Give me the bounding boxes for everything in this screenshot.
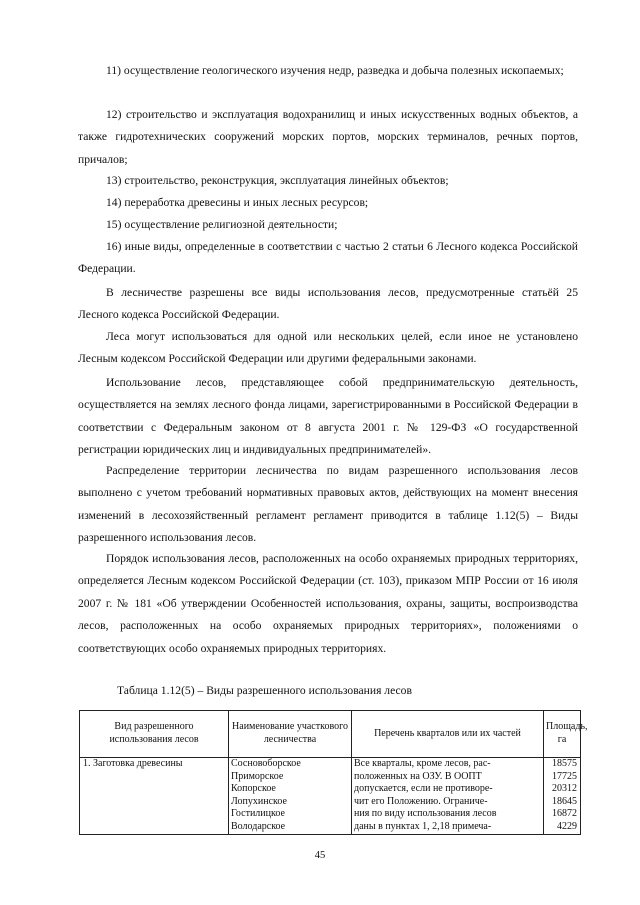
cell-quarters [352, 758, 544, 835]
paragraph: 13) строительство, реконструкция, эксплуатация линейных объектов; [106, 174, 449, 187]
paragraph: 16) иные виды, определенные в соответствии с частью 2 статьи 6 Лесного кодекса Российской Федерации. [78, 240, 578, 276]
quarters-line: даны в пунктах 1, 2,18 примеча- [354, 820, 492, 832]
quarters-line: ния по виду использования лесов [354, 808, 497, 820]
cell-use-type [80, 758, 229, 835]
forestry-name: Сосновоборское [231, 758, 301, 769]
table-caption: Таблица 1.12(5) – Виды разрешенного использования лесов [117, 684, 412, 697]
forestry-name: Приморское [231, 770, 284, 782]
area-value: 16872 [552, 808, 577, 820]
use-type-text: 1. Заготовка древесины [83, 758, 183, 769]
quarters-line: допускается, если не противоре- [354, 783, 493, 795]
paragraph: Леса могут использоваться для одной или нескольких целей, если иное не установлено Лесным кодексом Российской Федерации или другими федеральными законами. [78, 330, 578, 366]
paragraph: Распределение территории лесничества по видам разрешенного использования лесов выполнено с учетом требований нормативных правовых актов, действующих на момент внесения изменений в лесохозяйственный регламент регламент приводится в таблице 1.12(5) – Виды разрешенного использования лесов. [78, 464, 578, 545]
header-quarters: Перечень кварталов или их частей [352, 711, 544, 758]
area-value: 20312 [552, 783, 577, 795]
header-forestry: Наименование участкового лесничества [229, 711, 352, 758]
header-use-type: Вид разрешенного использования лесов [80, 711, 229, 758]
paragraph: Порядок использования лесов, расположенных на особо охраняемых природных территориях, определяется Лесным кодексом Российской Федерации (ст. 103), приказом МПР России от 16 июля 2007 г. № 181 «Об утверждении Особенностей использования, охраны, защиты, воспроизводства лесов, расположенных на особо охраняемых природных территориях», положениями о соответствующих особо охраняемых природных территориях. [78, 552, 578, 655]
forestry-name: Гостилицкое [231, 808, 285, 820]
forestry-name: Копорское [231, 783, 276, 795]
paragraph: В лесничестве разрешены все виды использования лесов, предусмотренные статьёй 25 Лесного кодекса Российской Федерации. [78, 286, 578, 322]
area-value: 17725 [552, 770, 577, 782]
paragraph: 11) осуществление геологического изучения недр, разведка и добыча полезных ископаемых; [106, 64, 564, 77]
cell-forestries [229, 758, 352, 835]
forestry-name: Володарское [231, 820, 286, 832]
area-value: 18575 [552, 758, 577, 769]
table-row [80, 758, 581, 835]
forestry-name: Лопухинское [231, 795, 287, 807]
paragraph: 12) строительство и эксплуатация водохранилищ и иных искусственных водных объектов, а также гидротехнических сооружений морских портов, морских терминалов, речных портов, причалов; [78, 108, 578, 166]
paragraph: 14) переработка древесины и иных лесных ресурсов; [106, 196, 369, 209]
paragraph: Использование лесов, представляющее собой предпринимательскую деятельность, осуществляется на землях лесного фонда лицами, зарегистрированными в Российской Федерации в соответствии с Федеральным законом от 8 августа 2001 г. № 129-ФЗ «О государственной регистрации юридических лиц и индивидуальных предпринимателей». [78, 376, 578, 457]
area-value: 4229 [557, 820, 577, 832]
cell-areas [544, 758, 581, 835]
area-value: 18645 [552, 795, 577, 807]
quarters-line: Все кварталы, кроме лесов, рас- [354, 758, 491, 769]
page-number: 45 [314, 850, 326, 861]
quarters-line: положенных на ОЗУ. В ООПТ [354, 770, 482, 782]
header-area: Площадь, га [544, 711, 581, 758]
paragraph: 15) осуществление религиозной деятельности; [106, 218, 338, 231]
quarters-line: чит его Положению. Ограниче- [354, 795, 488, 807]
permitted-use-table [79, 710, 588, 835]
table-header-row [80, 711, 581, 758]
